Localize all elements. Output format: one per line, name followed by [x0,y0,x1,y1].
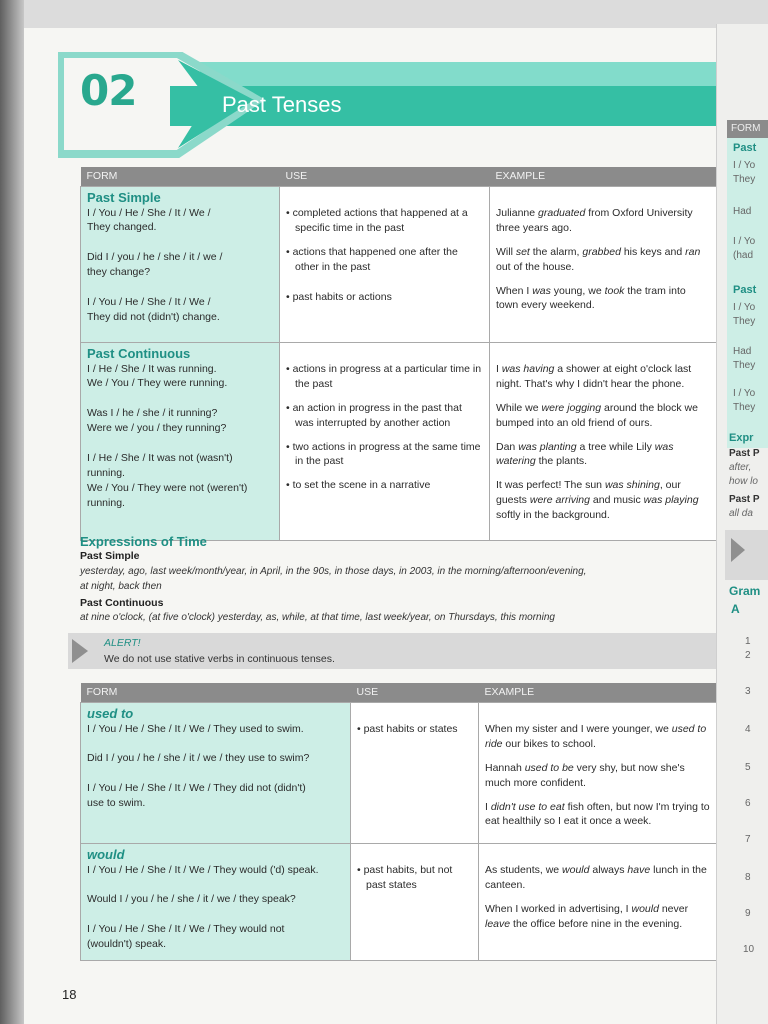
form-text: I / You / He / She / It / We / They would not [87,923,285,936]
past-simple-form-cell [81,186,280,342]
facing-text: Had [733,206,752,217]
scan-top-edge [0,0,768,30]
form-text: We / You / They were running. [87,377,228,390]
table-row-used-to [81,702,717,843]
facing-number: 4 [745,724,751,735]
facing-text: I / Yo [733,236,756,247]
expressions-past-continuous-label: Past Continuous [80,597,164,609]
table-row-past-simple [81,186,717,342]
facing-text: They [733,360,756,371]
use-bullet: • an action in progress in the past that was interrupted by another action [286,401,483,431]
past-simple-example-cell [490,186,717,342]
binding-shadow [0,0,24,1024]
facing-text: FORM [731,123,761,134]
use-bullet: • actions in progress at a particular time in the past [286,362,483,392]
use-bullet: • completed actions that happened at a specific time in the past [286,206,483,236]
facing-text: (had [733,250,754,261]
used-to-example-cell [479,702,717,843]
form-text: I / He / She / It was not (wasn't) [87,452,233,465]
use-bullet: • past habits or actions [286,290,483,305]
facing-text: after, [729,462,752,473]
past-continuous-example-cell [490,342,717,540]
facing-number: 5 [745,762,751,773]
form-text: use to swim. [87,797,146,810]
section-title-past-simple: Past Simple [87,189,161,205]
form-text: I / You / He / She / It / We / [87,206,211,219]
form-text: We / You / They were not (weren't) [87,481,248,494]
would-form-cell [81,843,351,960]
facing-number: 8 [745,872,751,883]
section-title-would: would [87,846,125,862]
example-text: When I was young, we took the tram into town every weekend. [496,284,686,312]
table-row-would [81,843,717,960]
example-text: I was having a shower at eight o'clock last night. That's why I didn't hear the phone. [496,362,692,390]
facing-text: They [733,402,756,413]
form-text: Were we / you / they running? [87,422,227,435]
past-tenses-table [80,167,717,541]
form-text: I / You / He / She / It / We / They did not (didn't) [87,782,306,795]
example-text: Julianne graduated from Oxford University three years ago. [496,206,693,234]
past-continuous-form-cell [81,342,280,540]
facing-text: They [733,316,756,327]
column-header-example: EXAMPLE [479,683,717,702]
facing-text: Gram [729,584,761,598]
facing-text: Past P [729,494,760,505]
example-text: Will set the alarm, grabbed his keys and ran out of the house. [496,245,701,273]
used-to-would-table [80,683,717,961]
form-text: Did I / you / he / she / it / we / they use to swim? [87,752,310,765]
facing-text: all da [729,508,753,519]
would-use-cell [351,843,479,960]
header-band-light [200,62,716,87]
example-text: While we were jogging around the block we bumped into an old friend of ours. [496,401,698,429]
facing-text: how lo [729,476,758,487]
expressions-past-simple-text: yesterday, ago, last week/month/year, in April, in the 90s, in those days, in 2003, in the morning/afternoon/evening, at night, back then [80,566,587,592]
expressions-title: Expressions of Time [80,534,207,549]
expressions-past-simple-label: Past Simple [80,550,140,562]
facing-text: I / Yo [733,302,756,313]
form-text: they change? [87,266,151,279]
facing-text: A [731,602,740,616]
form-text: (wouldn't) speak. [87,938,167,951]
form-text: I / You / He / She / It / We / [87,296,211,309]
use-bullet: • past habits or states [357,722,472,737]
use-bullet: • actions that happened one after the other in the past [286,245,483,275]
column-header-example: EXAMPLE [490,167,717,186]
section-title-used-to: used to [87,705,134,721]
facing-number: 6 [745,798,751,809]
facing-text: Had [733,346,752,357]
form-text: Was I / he / she / it running? [87,407,218,420]
facing-number: 3 [745,686,751,697]
column-header-form: FORM [81,167,280,186]
alert-arrow-icon [72,639,88,663]
form-text: They changed. [87,221,157,234]
column-header-use: USE [351,683,479,702]
facing-number: 1 [745,636,751,647]
table-row-past-continuous [81,342,717,540]
facing-number: 2 [745,650,751,661]
chapter-number: 02 [80,66,137,115]
use-bullet: • past habits, but not past states [357,863,472,893]
would-example-cell [479,843,717,960]
form-text: They did not (didn't) change. [87,311,220,324]
example-text: I didn't use to eat fish often, but now I'm trying to eat healthily so I eat it once a week. [485,800,710,828]
table-header-row [81,167,717,186]
facing-text: Past [733,142,757,154]
past-continuous-use-cell [280,342,490,540]
facing-number: 10 [743,944,755,955]
example-text: As students, we would always have lunch in the canteen. [485,863,707,891]
alert-title: ALERT! [104,637,141,649]
form-text: Would I / you / he / she / it / we / they speak? [87,893,296,906]
use-bullet: • to set the scene in a narrative [286,478,483,493]
facing-number: 9 [745,908,751,919]
facing-text: I / Yo [733,388,756,399]
form-text: running. [87,467,125,480]
form-text: I / You / He / She / It / We / They used to swim. [87,722,304,735]
past-simple-use-cell [280,186,490,342]
column-header-form: FORM [81,683,351,702]
facing-text: I / Yo [733,160,756,171]
section-title-past-continuous: Past Continuous [87,345,191,361]
example-text: When I worked in advertising, I would never leave the office before nine in the evening. [485,902,689,930]
facing-arrow-icon [731,538,745,562]
page-number: 18 [62,987,77,1002]
expressions-past-continuous-text: at nine o'clock, (at five o'clock) yesterday, as, while, at that time, last week/year, on Thursdays, this morning [80,612,555,623]
table-header-row [81,683,717,702]
form-text: I / You / He / She / It / We / They would ('d) speak. [87,863,319,876]
facing-text: They [733,174,756,185]
facing-text: Past [733,284,757,296]
chapter-title: Past Tenses [222,92,342,117]
example-text: Dan was planting a tree while Lily was watering the plants. [496,440,674,468]
used-to-form-cell [81,702,351,843]
form-text: I / He / She / It was running. [87,362,217,375]
example-text: When my sister and I were younger, we used to ride our bikes to school. [485,722,707,750]
alert-text: We do not use stative verbs in continuous tenses. [104,653,335,665]
form-text: running. [87,496,125,509]
form-text: Did I / you / he / she / it / we / [87,251,223,264]
facing-text: Past P [729,448,760,459]
example-text: It was perfect! The sun was shining, our guests were arriving and music was playing softly in the background. [496,479,699,522]
column-header-use: USE [280,167,490,186]
use-bullet: • two actions in progress at the same time in the past [286,440,483,470]
facing-page-edge [716,24,768,1024]
used-to-use-cell [351,702,479,843]
facing-text: Expr [729,432,754,444]
example-text: Hannah used to be very shy, but now she's much more confident. [485,761,685,789]
facing-number: 7 [745,834,751,845]
